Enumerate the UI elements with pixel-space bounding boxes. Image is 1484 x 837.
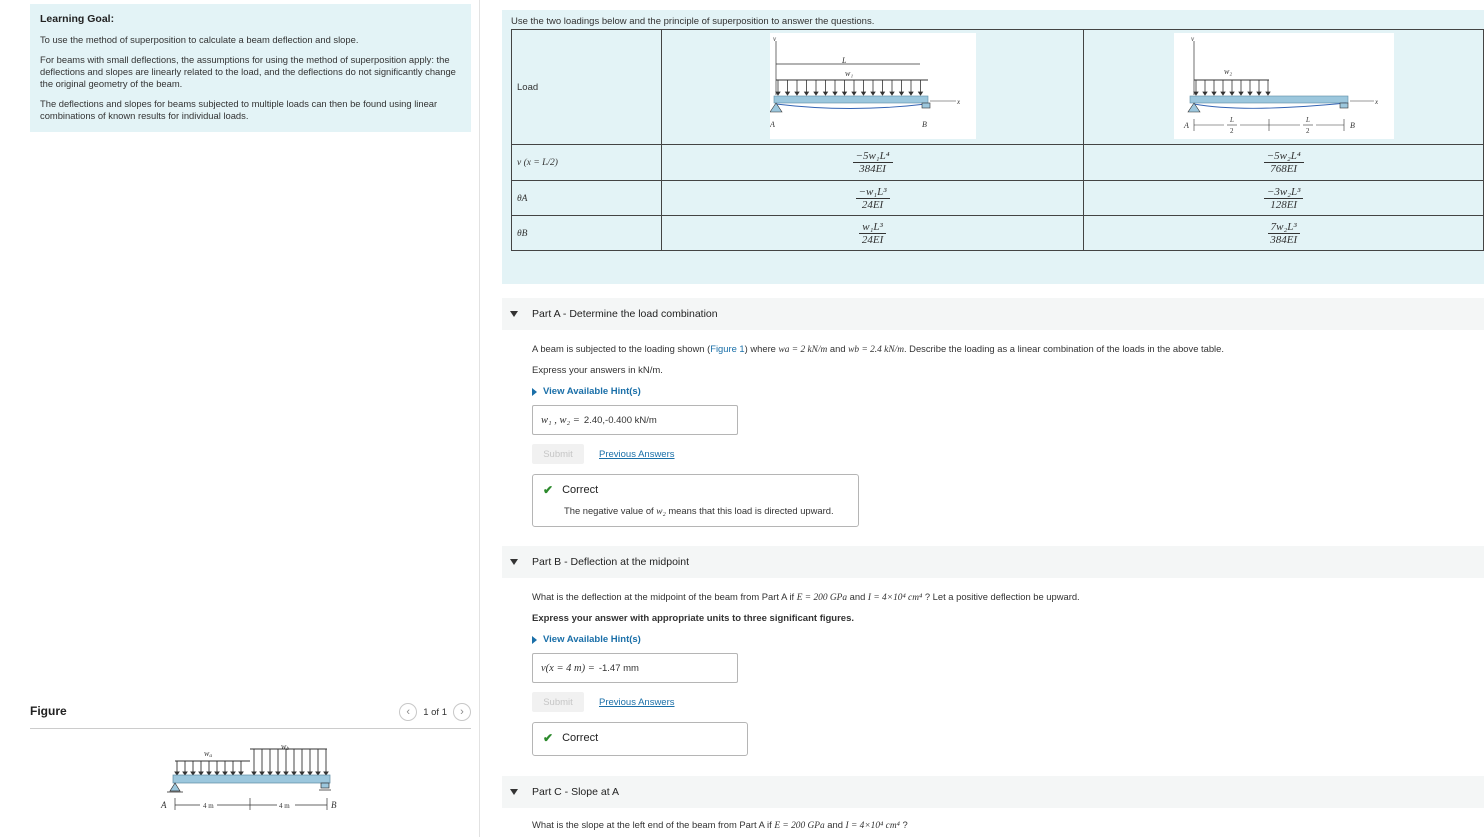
load-arrowhead [1266, 92, 1270, 95]
svg-text:L: L [1305, 115, 1310, 124]
load-arrowhead [276, 772, 280, 775]
load-arrowhead [890, 92, 894, 95]
load-arrowhead [833, 92, 837, 95]
row-label-load: Load [512, 30, 662, 145]
load-arrowhead [1203, 92, 1207, 95]
part-c-header[interactable] [502, 776, 1484, 808]
caret-down-icon [510, 789, 518, 795]
theta-a-formula-1: $\frac{\text{−w₁L³}}{24EI}$ [856, 186, 890, 211]
loadings-table [511, 29, 1484, 251]
figure-dim-2: 4 m [279, 802, 290, 810]
part-b-hint-link[interactable]: View Available Hint(s) [532, 634, 1484, 645]
svg-text:2: 2 [1305, 126, 1310, 135]
beam-figure [155, 740, 355, 820]
load-arrowhead [823, 92, 827, 95]
part-b-answer-field[interactable] [532, 653, 738, 683]
svg-text:B: B [1349, 120, 1355, 130]
part-a-feedback-title: Correct [562, 484, 599, 496]
load-arrowhead [1221, 92, 1225, 95]
left-panel [0, 0, 480, 837]
load-arrowhead [918, 92, 922, 95]
checkmark-icon: ✔ [543, 483, 554, 497]
figure-dim-1: 4 m [203, 802, 214, 810]
deflection-formula-2: $\frac{\text{−5w₂L⁴}}{768EI}$ [1264, 150, 1304, 175]
load-arrowhead [175, 772, 179, 775]
deflection-formula-1: $\frac{\text{−5w₁L⁴}}{384EI}$ [853, 150, 893, 175]
part-c-title: Part C - Slope at A [532, 786, 619, 798]
figure-pager [399, 703, 471, 721]
load-arrowhead [199, 772, 203, 775]
learning-goal-box [30, 4, 471, 132]
part-a-body [502, 343, 1484, 527]
part-b-submit-button[interactable]: Submit [532, 692, 584, 712]
load-arrowhead [191, 772, 195, 775]
figure-label-wa: wa [204, 749, 213, 759]
svg-text:A: A [769, 119, 775, 129]
figure-link[interactable]: Figure 1 [710, 343, 745, 354]
right-panel [502, 0, 1484, 837]
theta-b-formula-1: $\frac{\text{w₁L³}}{24EI}$ [859, 221, 886, 246]
part-a-submit-button[interactable]: Submit [532, 444, 584, 464]
figure-label-b: B [331, 800, 337, 810]
triangle-right-icon [532, 388, 537, 396]
load-arrowhead [899, 92, 903, 95]
svg-text:v: v [772, 34, 776, 43]
part-b-answer-value: -1.47 mm [598, 662, 639, 674]
load-diagram-half [1174, 33, 1394, 139]
checkmark-icon: ✔ [543, 731, 554, 745]
triangle-right-icon [532, 636, 537, 644]
row-label-theta-a: θA [512, 181, 662, 216]
part-b-body [502, 591, 1484, 756]
caret-down-icon [510, 311, 518, 317]
load-arrowhead [814, 92, 818, 95]
load-image-2 [1084, 30, 1484, 145]
load-arrowhead [308, 772, 312, 775]
load-arrowhead [252, 772, 256, 775]
part-c [502, 776, 1484, 831]
load-arrowhead [223, 772, 227, 775]
load-arrowhead [795, 92, 799, 95]
part-b [502, 546, 1484, 756]
svg-text:2: 2 [1229, 126, 1234, 135]
part-a-answer-field[interactable] [532, 405, 738, 435]
part-b-feedback [532, 722, 748, 756]
load-image-1 [661, 30, 1084, 145]
load-arrowhead [852, 92, 856, 95]
learning-goal-paragraph: For beams with small deflections, the assumptions for using the method of superposition apply: the deflections and slopes are linearly related to the load, and the deflections do not significantly change the original geometry of the beam. [40, 54, 456, 89]
theta-b-formula-2: $\frac{\text{7w₂L³}}{384EI}$ [1267, 221, 1300, 246]
load-arrowhead [1194, 92, 1198, 95]
load-arrowhead [268, 772, 272, 775]
part-a-answer-label: w₁ , w₂ = [541, 414, 580, 426]
svg-text:L: L [1229, 115, 1234, 124]
part-c-body [502, 819, 1484, 831]
load-arrowhead [239, 772, 243, 775]
load-arrowhead [880, 92, 884, 95]
load-arrowhead [776, 92, 780, 95]
load-arrowhead [183, 772, 187, 775]
load-arrowhead [871, 92, 875, 95]
part-a-title: Part A - Determine the load combination [532, 308, 718, 320]
part-a-feedback [532, 474, 859, 527]
part-a-previous-answers-link[interactable]: Previous Answers [599, 448, 675, 460]
load-arrowhead [231, 772, 235, 775]
prev-figure-button[interactable] [399, 703, 417, 721]
load-arrowhead [861, 92, 865, 95]
figure-label-a: A [161, 800, 167, 810]
load-arrowhead [804, 92, 808, 95]
svg-text:w₁: w₁ [844, 68, 853, 78]
theta-a-formula-2: $\frac{\text{−3w₂L³}}{128EI}$ [1264, 186, 1304, 211]
part-c-question: What is the slope at the left end of the beam from Part A if E = 200 GPa and I = 4×10⁴ cm⁴ ? [532, 819, 908, 831]
part-a-instructions: Express your answers in kN/m. [532, 365, 663, 376]
part-b-feedback-title: Correct [562, 732, 599, 744]
part-b-instructions: Express your answer with appropriate units to three significant figures. [532, 613, 855, 624]
svg-text:x: x [1374, 97, 1378, 106]
part-b-question: What is the deflection at the midpoint of the beam from Part A if E = 200 GPa and I = 4×10⁴ cm⁴ ? Let a positive deflection be upward. [532, 591, 1080, 603]
learning-goal-title: Learning Goal: [40, 13, 115, 25]
svg-text:x: x [956, 97, 960, 106]
load-arrowhead [215, 772, 219, 775]
learning-goal-paragraph: To use the method of superposition to calculate a beam deflection and slope. [40, 34, 359, 45]
load-arrowhead [1230, 92, 1234, 95]
figure-title: Figure [30, 704, 67, 718]
chevron-left-icon: ‹ [406, 706, 411, 718]
load-arrowhead [207, 772, 211, 775]
part-a-answer-value: 2.40,-0.400 kN/m [583, 414, 657, 426]
load-arrowhead [300, 772, 304, 775]
svg-text:A: A [1183, 120, 1189, 130]
part-b-previous-answers-link[interactable]: Previous Answers [599, 696, 675, 708]
part-a [502, 298, 1484, 527]
load-arrowhead [842, 92, 846, 95]
table-intro: Use the two loadings below and the principle of superposition to answer the questions. [511, 16, 875, 27]
chevron-right-icon: › [460, 706, 464, 718]
next-figure-button[interactable] [453, 703, 471, 721]
load-arrowhead [284, 772, 288, 775]
part-a-header[interactable] [502, 298, 1484, 330]
learning-goal-paragraph: The deflections and slopes for beams subjected to multiple loads can then be found using linear combinations of known results for individual loads. [40, 98, 438, 121]
svg-text:B: B [921, 119, 927, 129]
figure-page-indicator: 1 of 1 [423, 706, 447, 718]
load-arrowhead [260, 772, 264, 775]
loadings-table-block [502, 10, 1484, 284]
row-label-theta-b: θB [512, 216, 662, 251]
figure-label-wb: wb [281, 742, 290, 752]
load-arrowhead [1257, 92, 1261, 95]
row-label-deflection: v (x = L/2) [512, 145, 662, 181]
load-arrowhead [1248, 92, 1252, 95]
svg-text:w₂: w₂ [1223, 66, 1232, 76]
part-a-question: A beam is subjected to the loading shown (Figure 1) where wa = 2 kN/m and wb = 2.4 kN/m. Describe the loading as a linear combination of the loads in the above table. [532, 343, 1224, 355]
part-a-feedback-text: The negative value of w₂ means that this load is directed upward. [564, 505, 834, 517]
load-arrowhead [909, 92, 913, 95]
part-b-title: Part B - Deflection at the midpoint [532, 556, 689, 568]
load-arrowhead [1212, 92, 1216, 95]
part-b-answer-label: v(x = 4 m) = [541, 662, 595, 674]
figure-header [30, 703, 471, 729]
part-a-hint-link[interactable]: View Available Hint(s) [532, 386, 1484, 397]
part-b-header[interactable] [502, 546, 1484, 578]
svg-text:L: L [841, 55, 846, 65]
load-arrowhead [316, 772, 320, 775]
load-arrowhead [785, 92, 789, 95]
svg-text:v: v [1190, 34, 1194, 43]
load-diagram-uniform [770, 33, 976, 139]
load-arrowhead [324, 772, 328, 775]
load-arrowhead [292, 772, 296, 775]
load-arrowhead [1239, 92, 1243, 95]
caret-down-icon [510, 559, 518, 565]
